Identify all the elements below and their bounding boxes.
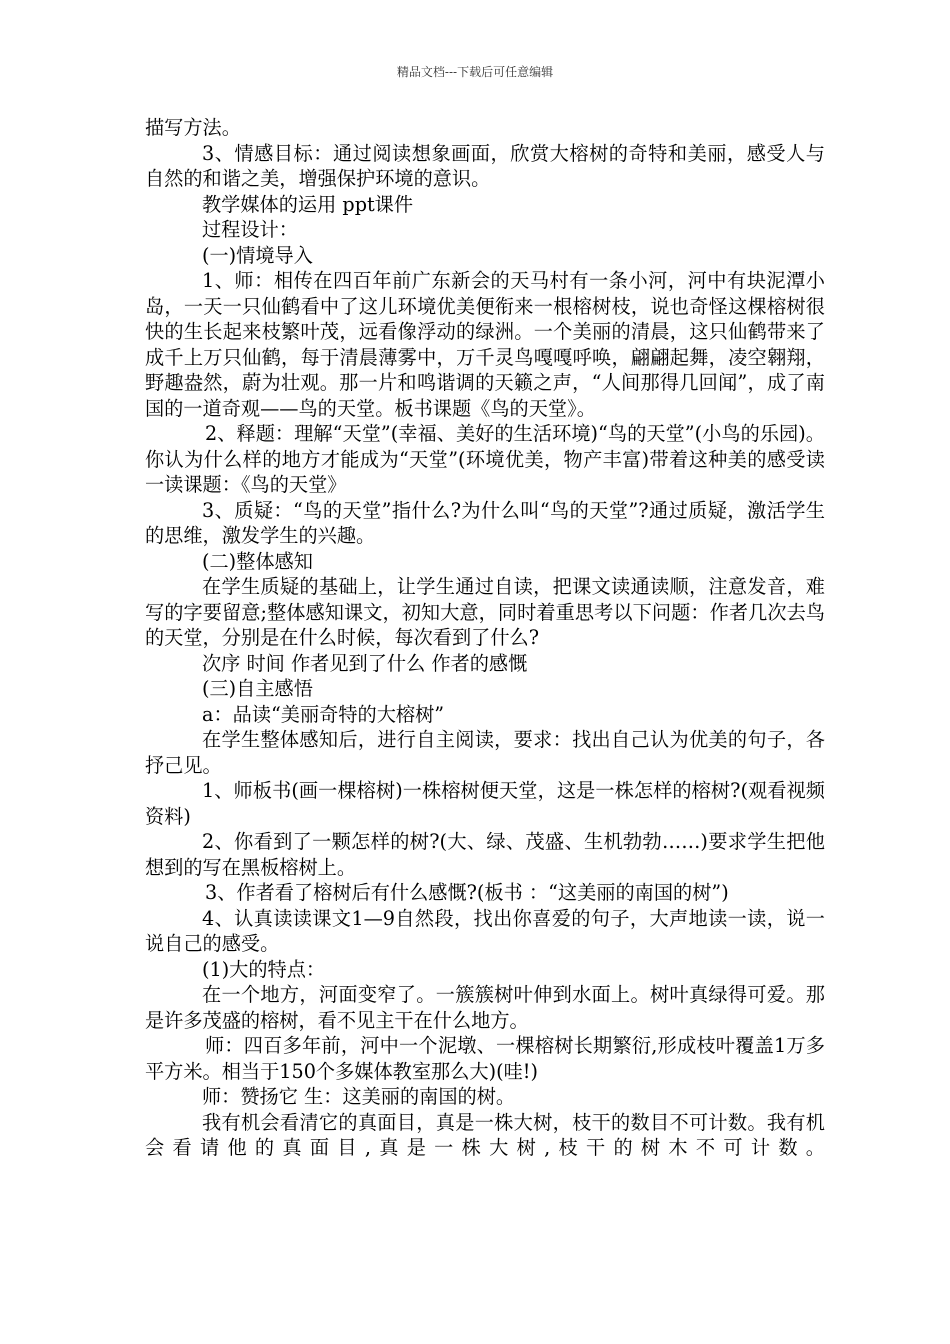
section-heading: (二)整体感知 <box>202 549 313 573</box>
paragraph: 师：四百多年前，河中一个泥墩、一棵榕树长期繁衍,形成枝叶覆盖1万多平方米。相当于150个多媒体教室那么大)(哇!) <box>145 1034 825 1083</box>
paragraph: 3、情感目标：通过阅读想象画面，欣赏大榕树的奇特和美丽，感受人与自然的和谐之美，增强保护环境的意识。 <box>145 141 825 190</box>
paragraph: 教学媒体的运用 ppt课件 <box>202 192 414 216</box>
paragraph: 我有机会看清它的真面目，真是一株大树，枝干的数目不可计数。我有机会看请他的真面目,真是一株大树,枝干的树木不可计数。 <box>145 1110 825 1159</box>
table-header-line: 次序 时间 作者见到了什么 作者的感慨 <box>202 651 528 675</box>
page-header: 精品文档---下载后可任意编辑 <box>396 65 554 79</box>
paragraph: 在学生质疑的基础上，让学生通过自读，把课文读通读顺，注意发音，难写的字要留意;整体感知课文，初知大意，同时着重思考以下问题：作者几次去鸟的天堂，分别是在什么时候，每次看到了什么? <box>145 575 825 649</box>
sub-heading: (1)大的特点： <box>202 957 326 981</box>
document-body <box>145 115 825 1161</box>
sub-heading: a：品读“美丽奇特的大榕树” <box>202 702 445 726</box>
section-heading: (三)自主感悟 <box>202 677 313 700</box>
paragraph: 3、作者看了榕树后有什么感慨?(板书 ：“这美丽的南国的树”) <box>205 881 729 904</box>
paragraph: 3、质疑：“鸟的天堂”指什么?为什么叫“鸟的天堂”?通过质疑，激活学生的思维，激发学生的兴趣。 <box>145 498 825 547</box>
paragraph: 过程设计： <box>202 218 298 241</box>
paragraph: 2、释题：理解“天堂”(幸福、美好的生活环境)“鸟的天堂”(小鸟的乐园)。你认为什么样的地方才能成为“天堂”(环境优美，物产丰富)带着这种美的感受读一读课题：《鸟的天堂》 <box>145 422 825 496</box>
paragraph: 在学生整体感知后，进行自主阅读，要求：找出自己认为优美的句子，各抒己见。 <box>145 728 825 777</box>
paragraph: 描写方法。 <box>145 116 241 139</box>
paragraph: 4、认真读读课文1—9自然段，找出你喜爱的句子，大声地读一读，说一说自己的感受。 <box>145 906 825 955</box>
section-heading: (一)情境导入 <box>202 243 313 267</box>
paragraph: 1、师：相传在四百年前广东新会的天马村有一条小河，河中有块泥潭小岛，一天一只仙鹤看中了这儿环境优美便衔来一根榕树枝，说也奇怪这棵榕树很快的生长起来枝繁叶茂，远看像浮动的绿洲。一个美丽的清晨，这只仙鹤带来了成千上万只仙鹤，每于清晨薄雾中，万千灵鸟嘎嘎呼唤，翩翩起舞，凌空翱翔，野趣盎然，蔚为壮观。那一片和鸣谐调的天籁之声，“人间那得几回闻”，成了南国的一道奇观——鸟的天堂。板书课题《鸟的天堂》。 <box>145 269 825 420</box>
paragraph: 在一个地方，河面变窄了。一簇簇树叶伸到水面上。树叶真绿得可爱。那是许多茂盛的榕树，看不见主干在什么地方。 <box>145 983 825 1032</box>
paragraph: 师：赞扬它 生：这美丽的南国的树。 <box>202 1085 516 1108</box>
paragraph: 2、你看到了一颗怎样的树?(大、绿、茂盛、生机勃勃……)要求学生把他想到的写在黑板榕树上。 <box>145 830 825 879</box>
paragraph: 1、师板书(画一棵榕树)一株榕树便天堂，这是一株怎样的榕树?(观看视频资料) <box>145 779 825 828</box>
